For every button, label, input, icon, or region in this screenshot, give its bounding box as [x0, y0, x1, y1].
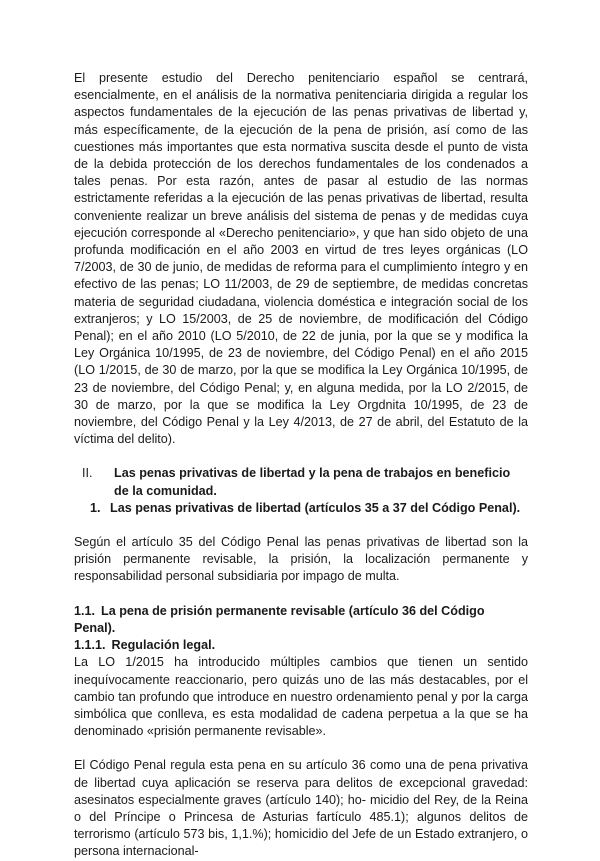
section-heading-ii	[74, 465, 528, 499]
paragraph-art36: El Código Penal regula esta pena en su artículo 36 como una de pena privativa de libertad cuya aplicación se reserva para delitos de excepcional gravedad: asesinatos especialmente graves (artículo 140); ho- micidio del Rey, de la Reina o del Príncipe o Princesa de Asturias fartículo 485.1); algunos delitos de terrorismo (artículo 573 bis, 1,1.%); homicidio del Jefe de un Estado extranjero, o persona internacional-	[74, 758, 528, 859]
document-page	[74, 70, 528, 861]
section-number-ii: II.	[82, 466, 93, 481]
paragraph-lo-1-2015: La LO 1/2015 ha introducido múltiples cambios que tienen un sentido inequívocamente reaccionario, pero quizás uno de las más destacables, por el cambio tan profundo que introduce en nuestro ordenamiento penal y por la carga simbólica que conlleva, es esta modalidad de cadena perpetua a la que se ha denominado «prisión permanente revisable».	[74, 655, 528, 739]
section-title-ii: Las penas privativas de libertad y la pena de trabajos en beneficio de la comunidad.	[114, 466, 511, 498]
section-heading-1	[74, 500, 528, 517]
section-heading-1-1-1	[74, 637, 528, 654]
section-number-1-1: 1.1.	[74, 603, 96, 618]
intro-paragraph: El presente estudio del Derecho penitenciario español se centrará, esencialmente, en el análisis de la normativa penitenciaria dirigida a regular los aspectos fundamentales de la ejecución de las penas privativas de libertad y, más específicamente, de la ejecución de la pena de prisión, así como de las cuestiones más importantes que esta normativa suscita desde el punto de vista de la debida protección de los derechos fundamentales de los condenados a tales penas. Por esta razón, antes de pasar al estudio de las normas estrictamente referidas a la ejecución de las penas privativas de libertad, resulta conveniente realizar un breve análisis del sistema de penas y de medidas cuya ejecución corresponde al «Derecho penitenciario», y que han sido objeto de una profunda modificación en el año 2003 en virtud de tres leyes orgánicas (LO 7/2003, de 30 de junio, de medidas de reforma para el cumplimiento íntegro y en efectivo de las penas; LO 11/2003, de 29 de septiembre, de medidas concretas materia de seguridad ciudadana, violencia doméstica e integración social de los extranjeros; y LO 15/2003, de 25 de noviembre, de modificación del Código Penal); en el año 2010 (LO 5/2010, de 22 de junia, por la que se y modifica la Ley Orgánica 10/1995, de 23 de noviembre, del Código Penal) en el año 2015 (LO 1/2015, de 30 de marzo, por la que se modifica la Ley Orgánica 10/1995, de 23 de noviembre, del Código Penal; y, en alguna medida, por la LO 2/2015, de 30 de marzo, por la que se modifica la Ley Orgdnita 10/1995, de 23 de noviembre, del Código Penal y la Ley 4/2013, de 27 de abril, del Estatuto de la víctima del delito).	[74, 71, 528, 447]
section-title-1-1: La pena de prisión permanente revisable (artículo 36 del Código Penal).	[74, 603, 485, 635]
section-title-1-1-1: Regulación legal.	[111, 638, 216, 653]
section-title-1: Las penas privativas de libertad (artículos 35 a 37 del Código Penal).	[110, 500, 521, 515]
section-number-1: 1.	[90, 500, 101, 515]
section-heading-1-1	[74, 603, 528, 637]
paragraph-art35: Según el artículo 35 del Código Penal las penas privativas de libertad son la prisión permanente revisable, la prisión, la localización permanente y responsabilidad personal subsidiaria por impago de multa.	[74, 535, 528, 584]
section-number-1-1-1: 1.1.1.	[74, 638, 106, 653]
